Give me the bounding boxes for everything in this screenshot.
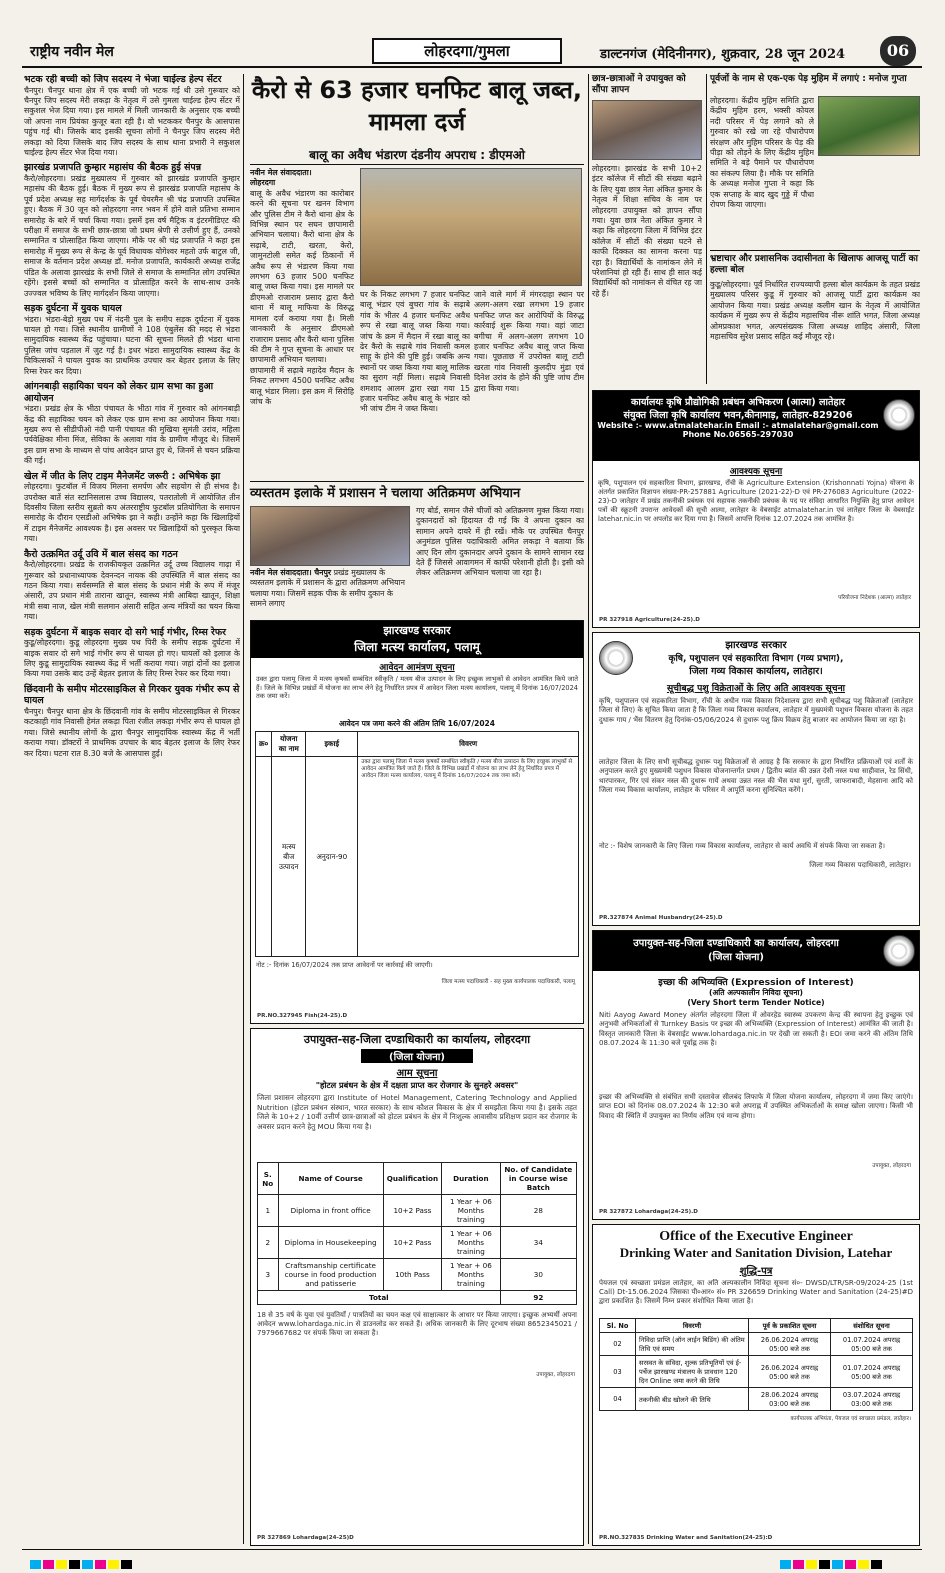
second-place: चैनपुर — [314, 568, 332, 577]
fish-deadline: आवेदन पत्र जमा करने की अंतिम तिथि 16/07/2024 — [339, 719, 495, 728]
table-cell: 03 — [600, 1356, 636, 1388]
table-cell: 34 — [500, 1227, 576, 1259]
fish-details: उक्त द्वारा पलामू जिला में मत्स्य कृषकों सम्बंधित स्वीकृति / मत्स्य बीज उत्पादन के लिए इच्छुक लाभुकों से आवेदन आमंत्रित किये जाते हैं। जिले के विभिन्न प्रखंडों में योजना का लाभ लेने हेतु निर्धारित प्रपत्र में आवेदन जिला मत्स्य कार्यालय, पलामू में दिनांक 16/07/2024 तक जमा करें। — [361, 759, 573, 779]
atma-notice-body: कृषि, पशुपालन एवं सहकारिता विभाग, झारखण्ड, राँची के Agriculture Extension (Krishonnati Yojna) योजना के अंतर्गत प्रकाशित विज्ञापन संख्या-PR-257881 Agriculture (2021-22)-D एवं PR-276083 Agriculture (2022-23)-D जातेहार में प्रखंड तकनीकी प्रबंधक एवं सहायक तकनीकी प्रबंधक के पद पर संविदा आधारित नियुक्ति हेतु प्राप्त आवेदन पत्रों की स्क्रूटनी उपरान्त आवेदकों की सूची आत्मा, लातेहार के वेबसाईट atmalatehar.in एवं लातेहार जिला के वेबसाईट latehar.nic.in पर अपलोड कर दिया गया है। जिसमें आपत्ति दिनांक 12.07.2024 तक आमंत्रित है। — [598, 479, 914, 523]
lead-subhead: बालू का अवैध भंडारण दंडनीय अपराध : डीएमओ — [309, 148, 525, 162]
left-story-headline: सड़क दुर्घटना में बाइक सवार दो सगे भाई गंभीर, रिम्स रेफर — [24, 626, 226, 638]
story-a-headline: छात्र-छात्राओं ने उपायुक्त को सौंपा ज्ञापन — [592, 74, 686, 95]
left-story-headline: आंगनबाड़ी सहायिका चयन को लेकर ग्राम सभा का हुआ आयोजन — [24, 380, 214, 404]
table-cell: निविदा प्राप्ति (ऑन लाईन बिडिंग) की अंतिम तिथि एवं समय — [636, 1333, 749, 1356]
lead-place: लोहरदगा — [250, 178, 276, 188]
hotel-notice-title: आम सूचना — [396, 1068, 438, 1079]
lead-col-4: जाने वाले मार्ग में मंगरदाहा स्थान पर अलग-अलग रखा लगभग 19 हजार घनफिट जप्त कर आरोपियों के विरुद्ध कार्रवाई शुरू किया गया। वहां जाटा बगीचा में अलग-अलग लगभग 10 हजार घनफिट अवैध बालू जप्त किया गया। पूछताछ में उपरोक्त बालू टाटी खरता गांव निवासी कुलदीप मुंडा एवं दिनेश उरांव के होने की पुष्टि जांच टीम द्वारा किया गया। — [474, 290, 584, 393]
fish-unit: अनुदान-90 — [306, 757, 358, 957]
column-divider — [243, 74, 244, 1544]
second-headline: व्यस्ततम इलाके में प्रशासन ने चलाया अतिक्रमण अभियान — [250, 486, 521, 501]
table-cell: 2 — [258, 1227, 279, 1259]
vet-ref: PR.327874 Animal Husbandry(24-25).D — [599, 915, 723, 921]
table-cell: 10+2 Pass — [383, 1227, 441, 1259]
water-title-2: Drinking Water and Sanitation Division, Latehar — [619, 1245, 893, 1260]
water-table — [599, 1318, 913, 1411]
left-story-body: चैनपुर। चैनपुर थाना क्षेत्र के छिंदवानी गांव के समीप मोटरसाइकिल से गिरकर कटकाही गांव निवासी हेमंत लकड़ा पिता रंजीत लकड़ा गंभीर रूप से घायल हो गया। जिसे स्थानीय लोगों के द्वारा चैनपुर सामुदायिक स्वास्थ्य केंद्र में भर्ती कराया गया। डॉक्टरों ने प्राथमिक उपचार के बाद बेहतर इलाज के लिए रेफर कर दिया। घटना रात 8.30 बजे के आसपास हुई। — [24, 707, 240, 758]
story-a-body: लोहरदगा। झारखंड के सभी 10+2 इंटर कॉलेज में सीटों की संख्या बढ़ाने के लिए युवा छात्र नेता अंकित कुमार के नेतृत्व में शिक्षा सचिव के नाम पर लोहरदगा उपायुक्त को ज्ञापन सौंपा गया। युवा छात्र नेता अंकित कुमार ने कहा कि लोहरदगा जिला में विभिन्न इंटर कॉलेज में सीटों की संख्या घटने से काफी दिक्कत का सामना करना पड़ रहा है। विद्यार्थियों के नामांकन लेने में परेशानियां हो रही हैं। साथ ही सात कई विद्यार्थियों को नामांकन से वंचित रह जा रहे हैं। — [592, 164, 702, 298]
page-number: 06 — [880, 36, 916, 66]
left-story-body: भंडरा। भंडरा-बेड़ो मुख्य पथ में नंदनी पुल के समीप सड़क दुर्घटना में युवक घायल हो गया। जिसे स्थानीय ग्रामीणों ने 108 एंबुलेंस की मदद से भंडरा सामुदायिक स्वास्थ्य केंद्र पहुंचाया। घटना की सूचना मिलते ही भंडरा थाना पुलिस जांच पड़ताल में जुट गई है। इधर भंडरा सामुदायिक स्वास्थ्य केंद्र के चिकित्सकों ने घायल युवक का प्राथमिक उपचार कर बेहतर इलाज के लिए रिम्स रेफर कर दिया। — [24, 314, 240, 376]
hotel-intro: जिला प्रशासन लोहरदगा द्वारा Institute of Hotel Management, Catering Technology and Applied Nutrition (होटल प्रबंधन संस्थान, भारत सरकार) के साथ कौशल विकास के क्षेत्र में समझौता किया गया है। इसके तहत जिले के 10+2 / 10वीं उत्तीर्ण छात्र-छात्राओं को होटल प्रबंधन के क्षेत्र में निःशुल्क आवासीय प्रशिक्षण प्रदान कर रोजगार के अवसर प्रदान करने हेतु MOU किया गया है। — [257, 1093, 577, 1131]
water-corrigendum — [592, 1224, 920, 1546]
story-rule — [710, 250, 920, 251]
vet-body-2: लातेहार जिला के लिए सभी सूचीबद्ध दुधारू पशु विक्रेताओं से आग्रह है कि सरकार के द्वारा निर्धारित प्रक्रियाओं एवं शर्तों के अनुपालन करते हुए मुख्यमंत्री पशुधन विकास योजनान्तर्गत प्रथम / द्वितीय ब्यांत की उन्नत देसी नस्ल यथा साहीवाल, रेड सिंधी, थारपारकर, गिर एवं संकर नस्ल की दुधारू गायें अथवा उन्नत नस्ल की भैंस यथा मुर्रा, सुरती, जाफराबादी, मेहसाना आदि को जिला गव्य विकास कार्यालय, लातेहार के परिसर में आपूर्ति करना सुनिश्चित करेंगे। — [599, 758, 913, 795]
jharkhand-emblem-icon — [883, 935, 915, 967]
table-cell: 1 Year + 06 Months training — [442, 1195, 501, 1227]
eoi-notice-sub2: (Very Short term Tender Notice) — [687, 998, 825, 1007]
color-registration-bar — [30, 1554, 134, 1573]
plantation-photo — [818, 96, 920, 156]
table-row — [600, 1333, 913, 1356]
publication-name: राष्ट्रीय नवीन मेल — [30, 44, 114, 60]
vet-signatory: जिला गव्य विकास पदाधिकारी, लातेहार। — [809, 861, 911, 869]
lead-col-1 — [250, 168, 354, 478]
atma-title-2: संयुक्त जिला कृषि कार्यालय भवन,कीनामाड़, लातेहार-829206 — [623, 410, 853, 421]
fish-ref: PR.NO.327945 Fish(24-25).D — [257, 1013, 348, 1019]
hotel-subtitle: "होटल प्रबंधन के क्षेत्र में दक्षता प्राप्त कर रोजगार के सुनहरे अवसर" — [315, 1080, 519, 1090]
table-cell: 26.06.2024 अपराह्न 05:00 बजे तक — [749, 1333, 831, 1356]
table-cell: 28.06.2024 अपराह्न 03:00 बजे तक — [749, 1388, 831, 1411]
table-cell: Craftsmanship certificate course in food production and patisserie — [278, 1259, 383, 1291]
table-cell: सरस्वत के संविदा, शुल्क प्रतिभूतियों एवं ई-पर्चेज झारखण्ड मंत्रालय के प्रावधान 120 दिन Online जमा करने की तिथि — [636, 1356, 749, 1388]
table-cell: 28 — [500, 1195, 576, 1227]
vet-note: नोट :- विशेष जानकारी के लिए जिला गव्य विकास कार्यालय, लातेहार से कार्य अवधि में संपर्क किया जा सकता है। — [599, 842, 886, 850]
water-ref: PR.NO.327835 Drinking Water and Sanitation(24-25):D — [599, 1535, 773, 1541]
eoi-notice-title: इच्छा की अभिव्यक्ति (Expression of Interest) — [658, 977, 854, 988]
table-cell: Diploma in front office — [278, 1195, 383, 1227]
lead-rule — [250, 164, 584, 165]
table-cell: 1 Year + 06 Months training — [442, 1227, 501, 1259]
fish-title-2: जिला मत्स्य कार्यालय, पलामू — [251, 638, 583, 658]
atma-notice-title: आवश्यक सूचना — [729, 467, 783, 477]
left-story-body: लोहरदगा। फुटबॉल में विजय मिलना समर्पण और सहयोग से ही संभव है। उपरोक्त बातें संत स्टानिसलास उच्च विद्यालय, पतरातोली में आयोजित तीन दिवसीय जिला स्तरीय सुब्रतो कप अंतरराष्ट्रीय फुटबॉल प्रतियोगिता के समापन समारोह के दौरान एसडीओ अभिषेक झा ने कही। उन्होंने कहा कि खिलाड़ियों में टाइम मैनेजमेंट आवश्यक है। इस अवसर पर खिलाड़ियों को पुरस्कृत किया गया। — [24, 482, 240, 544]
color-registration-bar — [780, 1554, 884, 1573]
water-title-1: Office of the Executive Engineer — [659, 1229, 853, 1244]
table-cell: 10th Pass — [383, 1259, 441, 1291]
water-col-head: Sl. No — [600, 1319, 636, 1333]
table-cell: 26.06.2024 अपराह्न 05:00 बजे तक — [749, 1356, 831, 1388]
atma-notice — [592, 390, 920, 628]
jharkhand-emblem-icon — [883, 399, 915, 431]
second-text-1: प्रखंड मुख्यालय के व्यस्ततम इलाके में प्रशासन के द्वारा अतिक्रमण अभियान चलाया गया। जिसमें सड़क पीक के समीप दुकान के सामने लगाए — [250, 568, 405, 609]
story-c-body: कुडू/लोहरदगा। पूर्व निर्धारित राज्यव्यापी हल्ला बोल कार्यक्रम के तहत प्रखंड मुख्यालय परिसर कुडू में गुरुवार को आजसू पार्टी द्वारा कार्यक्रम का आयोजन किया गया। प्रखंड अध्यक्ष कलीम खान के नेतृत्व में आयोजित कार्यक्रम में मुख्य रूप से केंद्रीय महासचिव नीरू शांति भगत, जिला अध्यक्ष ओमप्रकाश भगत, अल्पसंख्यक जिला अध्यक्ष शाहिद अंसारी, जिला महासचिव सुरेश प्रसाद सहित कई मौजूद रहे। — [710, 280, 920, 342]
hotel-col-head: Duration — [442, 1163, 501, 1195]
table-total-value: 92 — [500, 1291, 576, 1305]
atma-signatory: परियोजना निदेशक (आत्मा) लातेहार — [838, 595, 911, 601]
fish-col-head: क्र० — [256, 732, 272, 757]
second-col-1 — [250, 568, 410, 618]
hotel-title-1: उपायुक्त-सह-जिला दण्डाधिकारी का कार्यालय, लोहरदगा — [303, 1033, 531, 1046]
memorandum-photo — [592, 100, 702, 160]
story-b-headline: पूर्वजों के नाम से एक-एक पेड़ मुहिम में लगाएं : मनोज गुप्ता — [710, 74, 907, 84]
column-divider — [706, 74, 707, 384]
table-total-row — [258, 1291, 577, 1305]
table-cell: Diploma in Housekeeping — [278, 1227, 383, 1259]
eoi-notice-sub1: (अति अल्पकालीन निविदा सूचना) — [709, 988, 803, 997]
story-b-body: लोहरदगा। केंद्रीय मुहिम समिति द्वारा केंद्रीय मुहिम हरम, भक्सी कोयल नदी परिसर में पेड़ लगाने को ले गुरुवार को रखे जा रहे पौधारोपण संरक्षण और मुहिम परिसर के पेड़ की पीड़ा को तोड़ने के लिए केंद्रीय मुहिम समिति ने बड़े पैमाने पर पौधारोपण का संकल्प लिया है। मौके पर समिति के अध्यक्ष मनोज गुप्ता ने कहा कि एक सप्ताह के बाद खुद गुड्डे में पौधा रोपण किया जाएगा। — [710, 96, 814, 210]
footer-rule — [22, 1549, 922, 1550]
eoi-ref: PR 327872 Lohardaga(24-25).D — [599, 1209, 698, 1215]
table-cell: 3 — [258, 1259, 279, 1291]
left-story-body: कुडू/लोहरदगा। कुडू लोहरदगा मुख्य पथ पिरी के समीप सड़क दुर्घटना में बाइक सवार दो सगे भाई गंभीर रूप से घायल हो गए। घायलों को इलाज के लिए कुडू सामुदायिक स्वास्थ्य केंद्र में भर्ती कराया गया। जहां दोनों का इलाज किया गया उसके बाद उन्हें बेहतर इलाज के लिए रिम्स रेफर कर दिया गया। — [24, 638, 240, 679]
hotel-outro: 18 से 35 वर्ष के युवा एवं युवतियाँ / पात्रतियों का चयन कक्ष एवं साक्षात्कार के आधार पर किया जाएगा। इच्छुक अभ्यर्थी अपना आवेदन www.lohardaga.nic.in से डाउनलोड कर सकते हैं। अधिक जानकारी के लिए दूरभाष संख्या 8652345021 / 7979667682 पर संपर्क किया जा सकता है। — [257, 1311, 577, 1338]
second-byline: नवीन मेल संवाददाता। — [250, 568, 312, 577]
fish-note: नोट :- दिनांक 16/07/2024 तक प्राप्त आवेदनों पर कार्रवाई की जाएगी। — [256, 961, 433, 969]
fish-scheme: मत्स्य बीज उत्पादन — [272, 757, 306, 957]
section-title: लोहरदगा/गुमला — [372, 38, 562, 64]
hotel-course-table — [257, 1162, 577, 1305]
fish-table — [255, 731, 579, 957]
fish-title-1: झारखण्ड सरकार — [251, 621, 583, 638]
hotel-col-head: S. No — [258, 1163, 279, 1195]
table-row — [600, 1356, 913, 1388]
table-cell: 30 — [500, 1259, 576, 1291]
left-story-headline: खेल में जीत के लिए टाइम मैनेजमेंट जरूरी : अभिषेक झा — [24, 470, 221, 482]
water-col-head: संशोधित सूचना — [831, 1319, 913, 1333]
water-col-head: विवरणी — [636, 1319, 749, 1333]
story-c-headline: भ्रष्टाचार और प्रशासनिक उदासीनता के खिलाफ आजसू पार्टी का हल्ला बोल — [710, 254, 918, 275]
hotel-notice — [250, 1028, 584, 1546]
hotel-col-head: No. of Candidate in Course wise Batch — [500, 1163, 576, 1195]
vet-body-1: कृषि, पशुपालन एवं सहकारिता विभाग, राँची के अधीन गव्य विकास निदेशालय द्वारा सभी सूचीबद्ध पशु विक्रेताओं (लातेहार जिला से लिए) के सूचित किया जाता है कि जिला गव्य विकास कार्यालय, लातेहार में मुख्यमंत्री पशुधन विकास योजना के तहत दुधारू गाय / भैंस वितरण हेतु दिनांक-05/06/2024 से दुधारू पशु क्रिय विक्रय हेतु बाजार का आयोजन किया जा रहा है। — [599, 697, 913, 724]
table-cell: तकनीकी बीड खोलने की तिथि — [636, 1388, 749, 1411]
fish-col-head: विवरण — [358, 732, 579, 757]
eoi-body-2: इच्छा की अभिव्यक्ति से संबंधित सभी दस्तावेज सीलबंद लिफाफे में जिला योजना कार्यालय, लोहरदगा में जमा किए जाएंगे। प्राप्त EOI को दिनांक 08.07.2024 के 12:30 बजे अपराह्न में उपस्थित अभिकर्ताओं के समक्ष खोला जाएगा। किसी भी विवाद की स्थिति में उपायुक्त का निर्णय अंतिम एवं मान्य होगा। — [599, 1093, 913, 1120]
hotel-col-head: Qualification — [383, 1163, 441, 1195]
table-row — [258, 1259, 577, 1291]
left-story-headline: सड़क दुर्घटना में युवक घायल — [24, 302, 122, 314]
water-notice-title: शुद्धि-पत्र — [739, 1266, 773, 1277]
column-divider — [588, 74, 589, 1544]
lead-text-2: छापामारी में सढ़ाबे महादेव मैदान के निकट लगभग 4500 घनफिट अवैध बालू भंडार मिला। इस क्रम में सिरोहि जांच के — [250, 365, 354, 406]
table-cell: 1 Year + 06 Months training — [442, 1259, 501, 1291]
encroachment-photo — [250, 506, 410, 566]
eoi-signatory: उपायुक्त, लोहरदगा — [872, 1163, 911, 1169]
table-cell: 1 — [258, 1195, 279, 1227]
table-cell: 01.07.2024 अपराह्न 05:00 बजे तक — [831, 1356, 913, 1388]
left-story-headline: छिंदवानी के समीप मोटरसाइकिल से गिरकर युवक गंभीर रूप से घायल — [24, 683, 240, 707]
hotel-title-2: (जिला योजना) — [361, 1049, 473, 1063]
water-col-head: पूर्व के प्रकाशित सूचना — [749, 1319, 831, 1333]
table-cell: 02 — [600, 1333, 636, 1356]
table-cell: 03.07.2024 अपराह्न 03:00 बजे तक — [831, 1388, 913, 1411]
hotel-col-head: Name of Course — [278, 1163, 383, 1195]
sand-seizure-photo — [360, 168, 582, 286]
lead-text-1: बालू के अवैध भंडारण का कारोबार करने की सूचना पर खनन विभाग और पुलिस टीम ने कैरो थाना क्षेत्र के विभिन्न स्थान पर सघन छापामारी अभियान चलाया। कैरो थाना क्षेत्र के सढ़ाबे, टाटी, खरता, केरो, जामुनटोली समेत कई ठिकानों में अवैध रूप से भंडारण किया गया लगभग 63 हजार 500 घनफिट बालू जब्त किया गया। इस मामले पर डीएमओ राजाराम प्रसाद द्वारा कैरो थाना में बालू माफिया के विरुद्ध मामला दर्ज कराया गया है। मिली जानकारी के अनुसार डीएमओ राजाराम प्रसाद और कैरो थाना पुलिस की टीम ने गुप्त सूचना के आधार पर छापामारी अभियान चलाया। — [250, 188, 354, 365]
vet-title-1: झारखण्ड सरकार — [725, 640, 787, 651]
left-story-body: कैरो/लोहरदगा। प्रखंड के राजकीयकृत उत्क्रमित उर्दू उच्च विद्यालय गाढ़ा में गुरूवार को प्रधानाध्यापक देवनन्दन नायक की उपस्थिति में बाल संसद का गठन किया गया। सर्वसम्मति से बाल संसद के प्रधान मंत्री के रूप में मंजूर अंसारी, उप प्रधान मंत्री ताराना खातून, स्वास्थ्य मंत्री आबिदा खातून, शिक्षा मंत्री सबा नाज, खेल मंत्री सलमान अंसारी सहित अन्य मंत्रियों का चयन किया गया। — [24, 560, 240, 622]
eoi-body-1: Niti Aayog Award Money अंतर्गत लोहरदगा जिला में ओवरहेड स्वास्थ्य उपकरण केन्द्र की स्थापना हेतु इच्छुक एवं अनुभवी अभिकर्ताओं से Turnkey Basis पर इच्छा की अभिव्यक्ति (Expression of Interest) आमंत्रित की जाती है। विस्तृत जानकारी जिला के वेबसाईट www.lohardaga.nic.in पर देखी जा सकती है। EOI जमा करने की अंतिम तिथि 08.07.2024 के 11:30 बजे पूर्वाह्न तक है। — [599, 1011, 913, 1048]
dateline: डाल्टनगंज (मेदिनीनगर), शुक्रवार, 28 जून 2024 — [600, 47, 846, 62]
story-rule — [250, 481, 584, 482]
table-total-label: Total — [258, 1291, 501, 1305]
fish-intro: उक्त द्वारा पलामू जिला में मत्स्य कृषकों सम्बंधित स्वीकृति / मत्स्य बीज उत्पादन के लिए इच्छुक लाभुकों से आवेदन आमंत्रित किये जाते हैं। जिले के विभिन्न प्रखंडों में योजना का लाभ लेने हेतु निर्धारित प्रपत्र में आवेदन जिला मत्स्य कार्यालय, पलामू में दिनांक 16/07/2024 तक जमा करें। — [256, 675, 578, 701]
second-col-2: गए बोर्ड, समान जैसे चीजों को अतिक्रमण मुक्त किया गया। दुकानदारों को हिदायत दी गई कि वे अपना दुकान का सामान अपने दायरे में ही रखें। मौके पर उपस्थित चैनपुर अनुमंडल पुलिस पदाधिकारी अमित लकड़ा ने बताया कि आए दिन लोग दुकानदार अपने दुकान के सामने सामान रख देते हैं जिससे आवागमन में काफी परेशानी होती है। इसी को लेकर अतिक्रमण अभियान चलाया जा रहा है। — [416, 506, 584, 578]
lead-col-3: घर के निकट लगभग 7 हजार घनफिट बालू भंडार एवं बुचरा गांव के सढ़ाबे गांव के भीतर 4 हजार घनफिट अवैध रूप से रखा बालू जब्त किया गया। जांच के क्रम में मैदान में रखा बालू का ढेर कैरो के सढ़ाबे गांव निवासी कमल साहू के होने की पुष्टि हुई। जबकि अन्य स्थानों पर जब्त किया गया बालू मालिक का सुराग नहीं मिला। सढ़ाबे निवासी शमशाद आलम द्वारा रखा गया 15 हजार घनफिट अवैध बालू के भंडार को भी जांच टीम ने जब्त किया। — [360, 290, 470, 414]
atma-title-1: कार्यालयः कृषि प्रौद्योगिकी प्रबंधन अभिकरण (आत्मा) लातेहार — [631, 397, 845, 408]
eoi-title-2: (जिला योजना) — [708, 952, 764, 963]
fish-notice — [250, 620, 584, 1024]
atma-ref: PR 327918 Agriculture(24-25).D — [599, 617, 700, 623]
vet-notice-title: सूचीबद्ध पशु विक्रेताओं के लिए अति आवश्यक सूचना — [666, 683, 846, 694]
vet-title-2: कृषि, पशुपालन एवं सहकारिता विभाग (गव्य प्रभाग), — [668, 654, 844, 664]
fish-signatory: जिला मत्स्य पदाधिकारी - सह मुख्य कार्यपालक पदाधिकारी, पलामू — [441, 979, 575, 985]
table-row — [258, 1195, 577, 1227]
water-intro: पेयजल एवं स्वच्छता प्रमंडल लातेहार, का अति अल्पकालीन निविदा सूचना सं०- DWSD/LTR/SR-09/2024-25 (1st Call) Dt-15.06.2024 जिसका पी०आर० सं० PR 326659 Drinking Water and Sanitation (24-25)#D द्वारा प्रकाशित है। जिसमें निम्न प्रकार संशोधित किया जाता है। — [599, 1279, 913, 1306]
left-story-body: कैरो/लोहरदगा। प्रखंड मुख्यालय में गुरुवार को झारखंड प्रजापति कुम्हार महासंघ की बैठक हुई। बैठक में मुख्य रूप से झारखंड प्रजापति महासंघ के पूर्व प्रदेश अध्यक्ष सह मार्गदर्शक के पूर्व चेयरमैन श्री चंद्र प्रजापति उपस्थित हुए। बैठक में 30 जून को लोहरदगा नगर भवन में होने वाले प्रतिभा सम्मान समारोह के बारे में चर्चा किया गया। इसमें इस वर्ष मैट्रिक व इंटरमीडिएट की परीक्षा में समाज के सभी छात्र-छात्रा जो प्रथम श्रेणी से उत्तीर्ण हुए हैं, उनको सम्मानित व प्रोत्साहित किया जाएगा। मौके पर श्री चंद्र प्रजापति ने कहा इस समारोह में मुख्य रूप से केन्द्र के पूर्व विधायक योगेश्वर महतो उर्फ बाटुल जी, समाज के वर्तमान प्रदेश अध्यक्ष डॉ. मनोज प्रजापति, कार्यकारी अध्यक्ष राजेंद्र पंडित के अलावा झारखंड के सभी जिले से समाज के सम्मानित लोग उपस्थित रहेंगे। इससे बच्चों को सम्मानित व प्रोत्साहित करने के साथ-साथ उनके उज्ज्वल भविष्य के लिए मार्गदर्शन किया जाएगा। — [24, 174, 240, 298]
water-signatory: कार्यपालक अभियंता, पेयजल एवं स्वच्छता प्रमंडल, लातेहार। — [790, 1416, 911, 1422]
left-story-headline: झारखंड प्रजापति कुम्हार महासंघ की बैठक हुई संपन्न — [24, 162, 202, 174]
left-story-body: भंडरा। प्रखंड क्षेत्र के भीठा पंचायत के भीठा गांव में गुरुवार को आंगनबाड़ी केंद्र की सहायिका चयन को लेकर एक ग्राम सभा का आयोजन किया गया। मुख्य रूप से सीडीपीओ नंदी पानी पंचायत की मुखिया सुमंती उरांव, महिला पर्यवेक्षिका मीना मिंज, सेविका के अलावा गांव के ग्रामीण मौजूद थे। जिसमें इस ग्राम सभा के माध्यम से पांच आवेदन प्राप्त हुए थे, जिनमें से चयन प्रक्रिया की गई। — [24, 404, 240, 466]
table-row — [258, 1227, 577, 1259]
fish-notice-title: आवेदन आमंत्रण सूचना — [379, 663, 455, 673]
left-story-body: चैनपुर। चैनपुर थाना क्षेत्र में एक बच्ची जो भटक गई थी उसे गुरूवार को चैनपुर जिप सदस्य मेरी लकड़ा के नेतृत्व में उसे गुमला चाईल्ड हेल्प सेंटर में सकुशल भेज दिया गया। इस मामले में मिली जानकारी के अनुसार एक बच्ची जो अपना नाम प्रियंका कुजूर बता रही है। वो भटककर चैनपुर के आसपास पहुंच गई थी। जिसके बाद इसकी सूचना लोगों ने चैनपुर जिप सदस्य मेरी लकड़ा को दिया जिसके बाद जिप सदस्य के साथ थाना प्रभारी ने सकुशल चाईल्ड हेल्प सेंटर भेज दिया गया। — [24, 85, 240, 158]
jharkhand-emblem-icon — [599, 641, 633, 675]
left-story-headline: भटक रही बच्ची को जिप सदस्य ने भेजा चाईल्ड हेल्प सेंटर — [24, 74, 222, 85]
hotel-ref: PR 327869 Lohardaga(24-25)D — [257, 1535, 354, 1541]
hotel-signatory: उपायुक्त, लोहरदगा — [536, 1372, 575, 1378]
fish-col-head: योजना का नाम — [272, 732, 306, 757]
left-story-headline: कैरो उत्क्रमित उर्दू उवि में बाल संसद का गठन — [24, 548, 178, 560]
lead-headline: कैरो से 63 हजार घनफिट बालू जब्त, मामला दर्ज — [251, 76, 583, 136]
atma-contact: Website :- www.atmalatehar.in Email :- atmalatehar@gmail.com — [597, 421, 879, 430]
table-row — [600, 1388, 913, 1411]
table-cell: 01.07.2024 अपराह्न 05:00 बजे तक — [831, 1333, 913, 1356]
fish-col-head: इकाई — [306, 732, 358, 757]
dairy-notice — [592, 632, 920, 926]
table-cell: 10+2 Pass — [383, 1195, 441, 1227]
lead-byline: नवीन मेल संवाददाता। — [250, 168, 312, 177]
eoi-title-1: उपायुक्त-सह-जिला दण्डाधिकारी का कार्यालय, लोहरदगा — [633, 938, 839, 949]
table-cell: 04 — [600, 1388, 636, 1411]
atma-phone: Phone No.06565-297030 — [682, 430, 794, 439]
masthead-rule — [22, 66, 922, 68]
eoi-notice — [592, 930, 920, 1220]
left-column — [24, 74, 240, 1544]
vet-title-3: जिला गव्य विकास कार्यालय, लातेहार। — [689, 666, 823, 677]
